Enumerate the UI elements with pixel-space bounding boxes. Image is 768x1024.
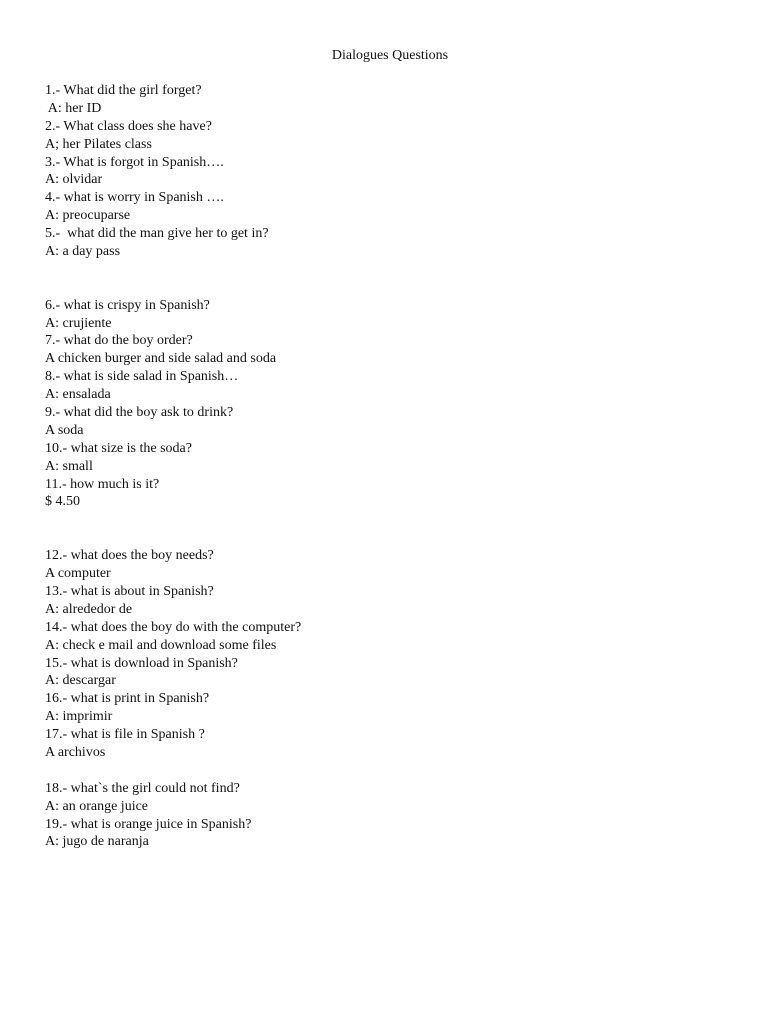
document-title: Dialogues Questions xyxy=(331,48,449,63)
answer-line: A: a day pass xyxy=(45,244,121,260)
question-line: 1.- What did the girl forget? xyxy=(45,83,202,98)
answer-line: A: jugo de naranja xyxy=(45,834,149,850)
answer-line: A: small xyxy=(45,458,93,474)
question-line: 19.- what is orange juice in Spanish? xyxy=(45,816,252,832)
question-line: 12.- what does the boy needs? xyxy=(45,548,214,564)
answer-line: A archivos xyxy=(45,744,106,760)
question-line: 7.- what do the boy order? xyxy=(45,333,193,349)
answer-line: A: her ID xyxy=(45,100,102,116)
blank-line xyxy=(45,261,745,279)
question-line: 10.- what size is the soda? xyxy=(45,440,192,456)
question-line: 8.- what is side salad in Spanish… xyxy=(45,369,239,385)
blank-line xyxy=(45,762,745,780)
answer-line: A soda xyxy=(45,422,84,438)
answer-line: A chicken burger and side salad and soda xyxy=(45,351,277,367)
blank-line xyxy=(45,279,745,297)
answer-line: A computer xyxy=(45,566,111,582)
question-line: 3.- What is forgot in Spanish…. xyxy=(45,154,224,170)
answer-line: A: olvidar xyxy=(45,172,103,188)
answer-line: A: an orange juice xyxy=(45,798,149,814)
question-line: 11.- how much is it? xyxy=(45,476,160,492)
answer-line: A: crujiente xyxy=(45,315,112,331)
answer-line: A: preocuparse xyxy=(45,208,131,224)
answer-line: A: alrededor de xyxy=(45,601,133,617)
question-line: 9.- what did the boy ask to drink? xyxy=(45,405,234,421)
question-line: 16.- what is print in Spanish? xyxy=(45,691,210,707)
answer-line: A: imprimir xyxy=(45,709,113,725)
question-line: 13.- what is about in Spanish? xyxy=(45,583,214,599)
question-line: 18.- what`s the girl could not find? xyxy=(45,780,240,796)
question-line: 6.- what is crispy in Spanish? xyxy=(45,297,210,313)
question-line: 5.- what did the man give her to get in? xyxy=(45,226,269,242)
question-line: 17.- what is file in Spanish ? xyxy=(45,727,205,743)
answer-line: A; her Pilates class xyxy=(45,136,152,152)
blank-line xyxy=(45,529,745,547)
question-line: 15.- what is download in Spanish? xyxy=(45,655,238,671)
answer-line: $ 4.50 xyxy=(45,494,80,510)
answer-line: A: descargar xyxy=(45,673,116,689)
question-line: 4.- what is worry in Spanish …. xyxy=(45,190,224,206)
blank-line xyxy=(45,511,745,529)
question-line: 2.- What class does she have? xyxy=(45,118,212,134)
question-line: 14.- what does the boy do with the computer? xyxy=(45,619,302,635)
answer-line: A: check e mail and download some files xyxy=(45,637,277,653)
question-answer-list xyxy=(45,82,745,851)
answer-line: A: ensalada xyxy=(45,387,111,403)
